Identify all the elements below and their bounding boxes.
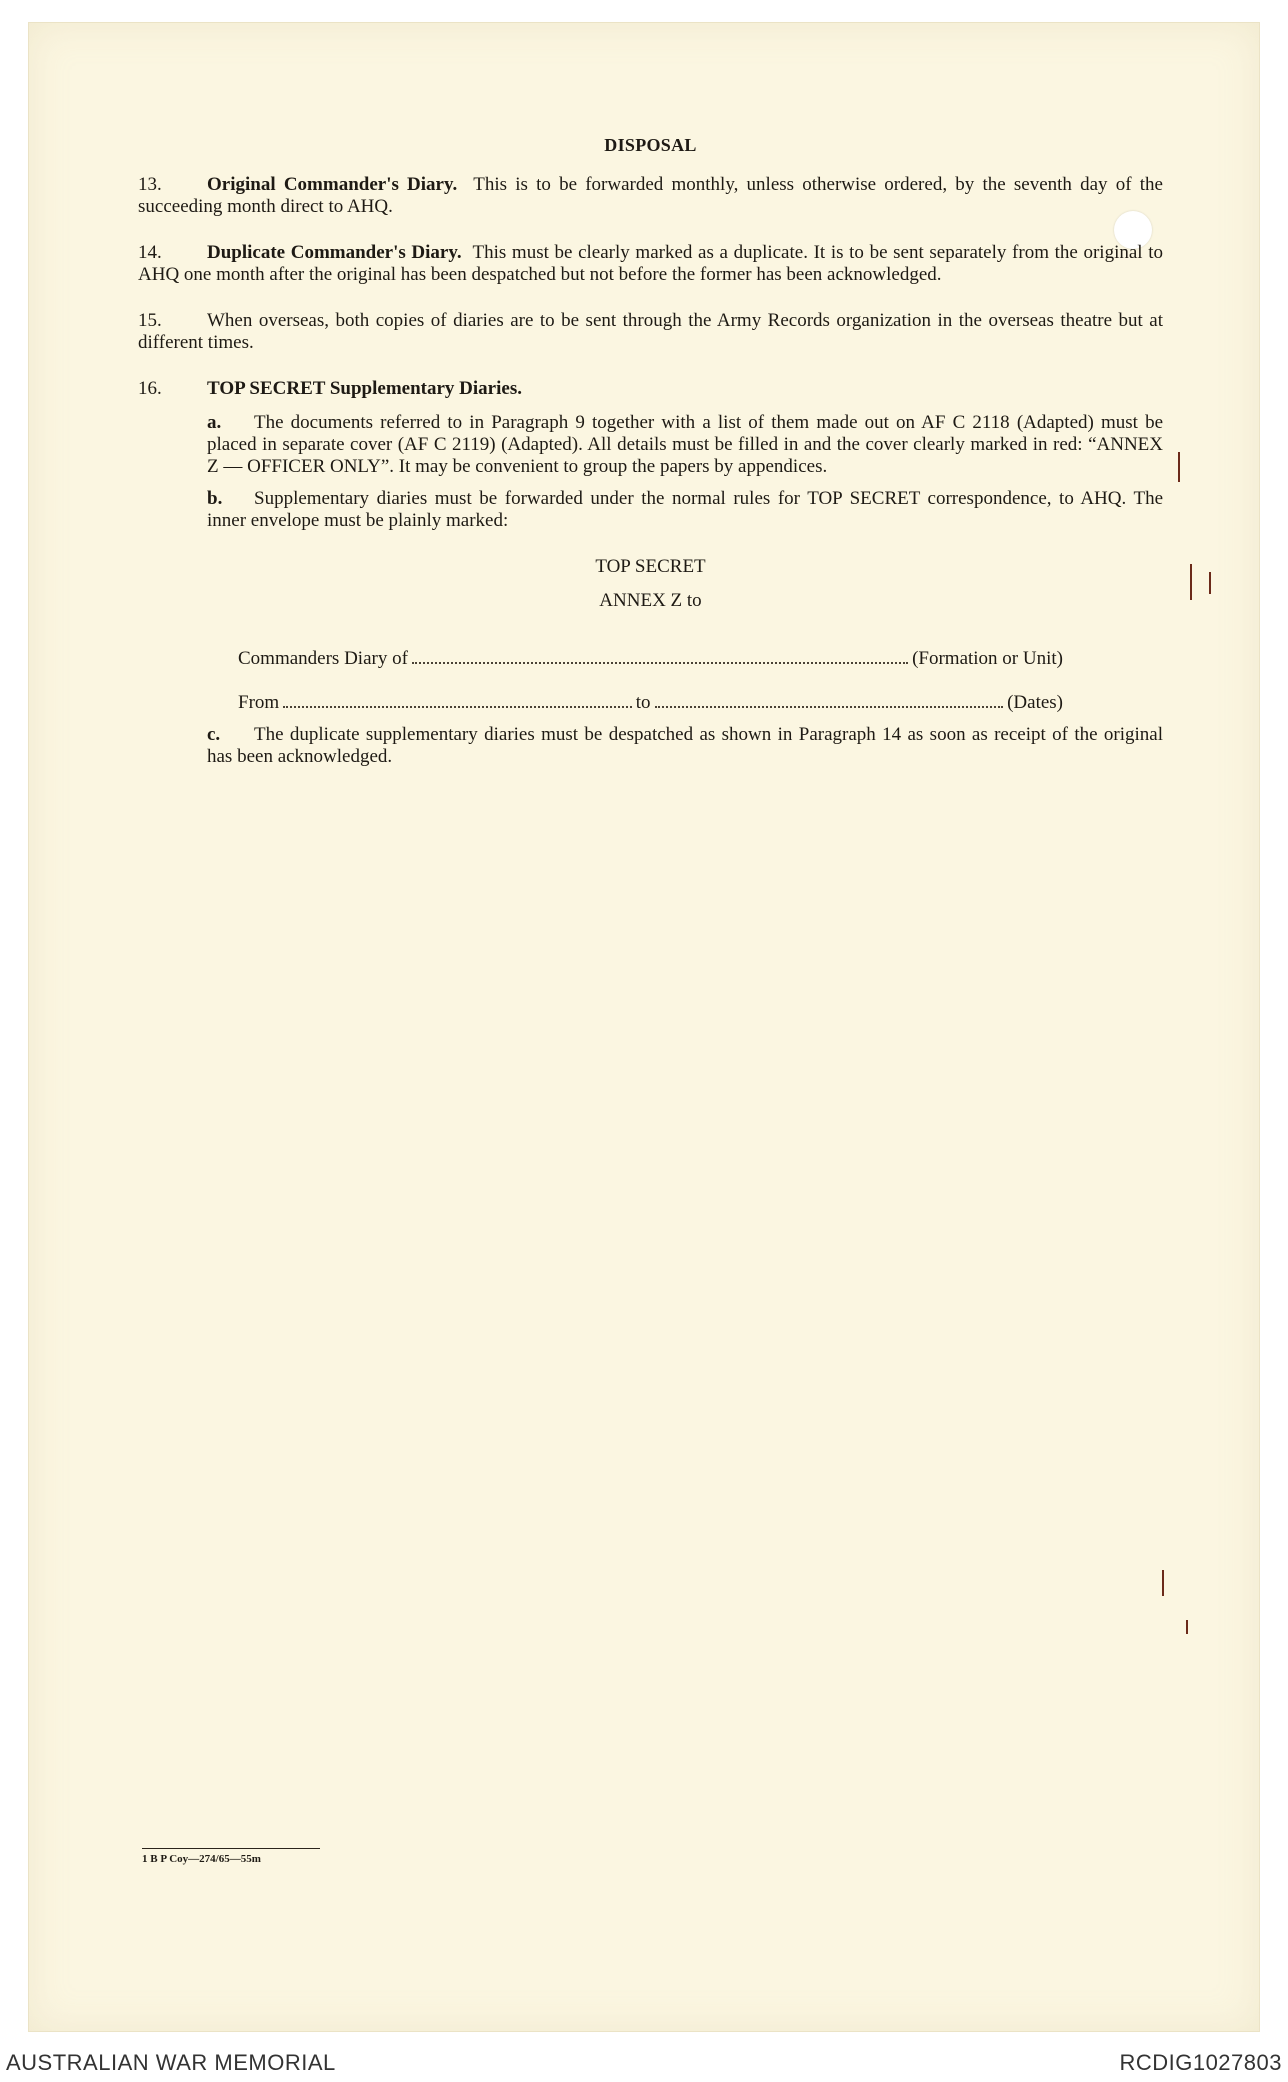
paragraph-15 (138, 310, 1163, 354)
paragraph-13 (138, 174, 1163, 218)
paragraph-number: 13. (138, 174, 162, 195)
margin-mark (1178, 452, 1180, 482)
formation-unit-label: (Formation or Unit) (912, 648, 1063, 669)
dates-row (238, 692, 1063, 714)
paragraph-number: 16. (138, 378, 162, 399)
envelope-line-top-secret: TOP SECRET (595, 556, 706, 577)
paragraph-number: 15. (138, 310, 162, 331)
to-label: to (635, 692, 651, 713)
document-body (138, 134, 1163, 778)
paragraph-lead: Original Commander's Diary. (207, 174, 458, 195)
paragraph-text: This is to be forwarded monthly, unless otherwise ordered, by the seventh day of the succeeding month direct to AHQ. (138, 174, 1163, 217)
subparagraph-text: The documents referred to in Paragraph 9 together with a list of them made out on AF C 2118 (Adapted) must be placed in separate cover (AF C 2119) (Adapted). All details must be filled in and the cover clearly marked in red: “ANNEX Z — OFFICER ONLY”. It may be convenient to group the papers by appendices. (207, 412, 1163, 477)
subparagraph-letter: c. (207, 724, 221, 745)
fill-in-dotted-line (655, 692, 1004, 708)
paragraph-lead: Duplicate Commander's Diary. (207, 242, 462, 263)
printer-imprint: 1 B P Coy—274/65—55m (142, 1848, 320, 1865)
margin-mark (1209, 572, 1211, 594)
paragraph-lead: TOP SECRET Supplementary Diaries. (207, 378, 522, 399)
subparagraph-letter: b. (207, 488, 223, 509)
envelope-line-annex: ANNEX Z to (599, 590, 702, 611)
subparagraph-text: Supplementary diaries must be forwarded under the normal rules for TOP SECRET correspondence, to AHQ. The inner envelope must be plainly marked: (207, 488, 1163, 531)
paragraph-text: This must be clearly marked as a duplicate. It is to be sent separately from the original to AHQ one month after the original has been despatched but not before the former has been acknowledged. (138, 242, 1163, 285)
fill-in-dotted-line (412, 648, 908, 664)
fill-in-dotted-line (283, 692, 632, 708)
diary-of-label: Commanders Diary of (238, 648, 408, 669)
margin-mark (1162, 1570, 1164, 1596)
envelope-marking (138, 556, 1163, 714)
archive-caption-left: AUSTRALIAN WAR MEMORIAL (6, 2050, 336, 2075)
paragraph-16 (138, 378, 1163, 400)
archive-caption-right: RCDIG1027803 (1119, 2050, 1282, 2075)
diary-of-row (238, 648, 1063, 670)
subparagraph-b (207, 488, 1163, 532)
paragraph-number: 14. (138, 242, 162, 263)
paragraph-14 (138, 242, 1163, 286)
from-label: From (238, 692, 280, 713)
paragraph-text: When overseas, both copies of diaries are to be sent through the Army Records organization in the overseas theatre but at different times. (138, 310, 1163, 353)
margin-mark (1190, 564, 1192, 600)
section-heading: DISPOSAL (604, 135, 697, 155)
dates-label: (Dates) (1007, 692, 1064, 713)
subparagraph-c (207, 724, 1163, 768)
margin-mark (1186, 1620, 1188, 1634)
subparagraph-text: The duplicate supplementary diaries must be despatched as shown in Paragraph 14 as soon as receipt of the original has been acknowledged. (207, 724, 1163, 767)
subparagraph-letter: a. (207, 412, 222, 433)
subparagraph-a (207, 412, 1163, 478)
